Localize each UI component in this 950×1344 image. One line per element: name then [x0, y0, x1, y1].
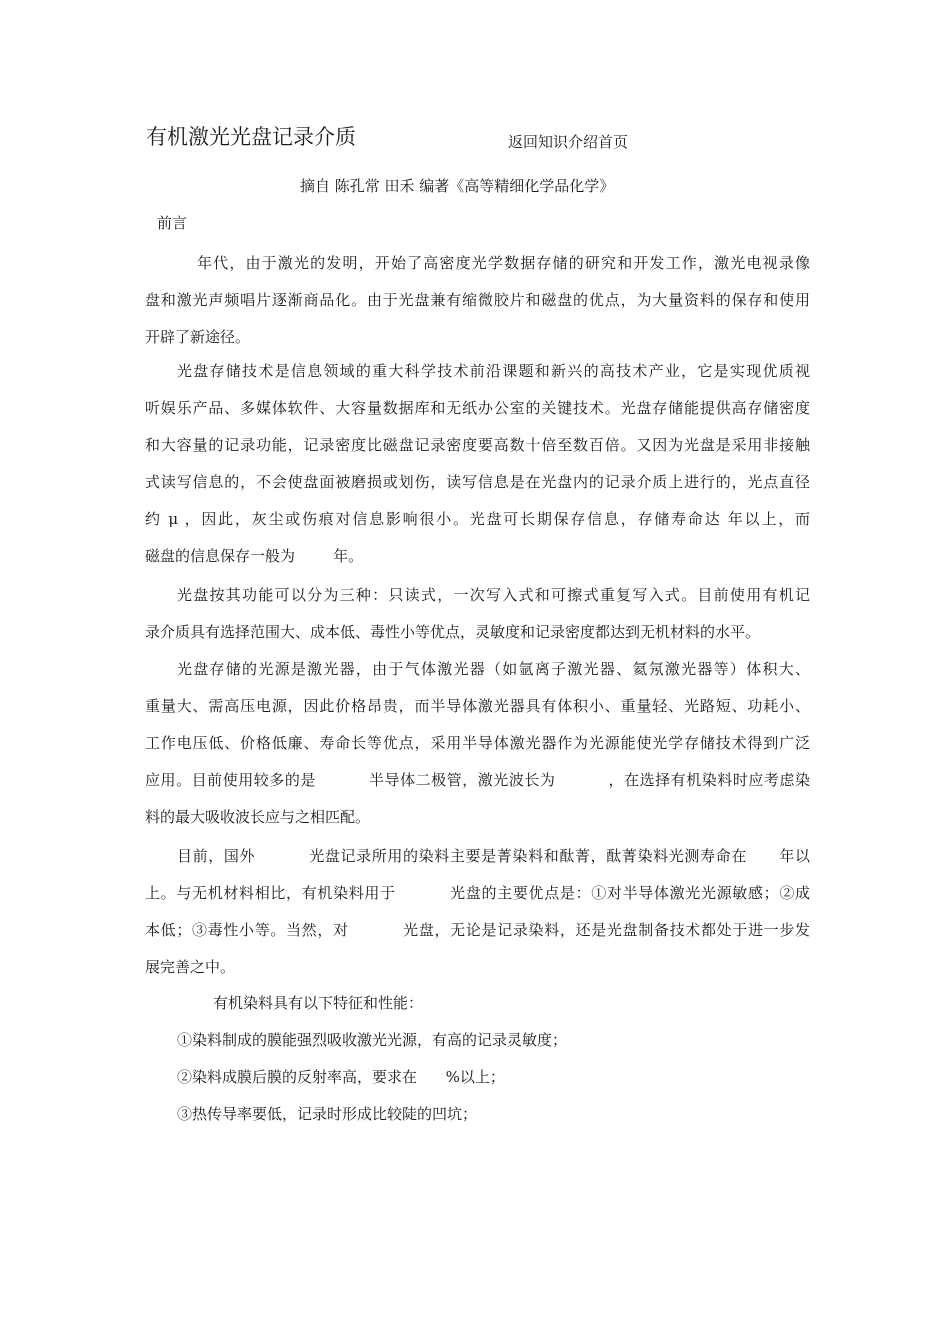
- list-item: ②染料成膜后膜的反射率高，要求在 %以上；: [177, 1068, 505, 1086]
- paragraph-line: 应用。目前使用较多的是 半导体二极管，激光波长为 ，在选择有机染料时应考虑染: [145, 771, 810, 789]
- features-intro: [145, 985, 810, 1022]
- back-to-home-link[interactable]: 返回知识介绍首页: [508, 133, 629, 151]
- paragraph-line: 重量大、需高压电源，因此价格昂贵，而半导体激光器具有体积小、重量轻、光路短、功耗小、: [145, 697, 810, 715]
- paragraph-line: 录介质具有选择范围大、成本低、毒性小等优点，灵敏度和记录密度都达到无机材料的水平。: [145, 623, 761, 641]
- feature-item-2: [145, 1059, 810, 1096]
- paragraph-line: 听娱乐产品、多媒体软件、大容量数据库和无纸办公室的关键技术。光盘存储能提供高存储密度: [145, 399, 810, 417]
- paragraph-2: [145, 353, 810, 575]
- paragraph-line: 磁盘的信息保存一般为 年。: [145, 547, 364, 565]
- paragraph-line: 目前，国外 光盘记录所用的染料主要是菁染料和酞菁，酞菁染料光测寿命在 年以: [177, 847, 810, 865]
- paragraph-line: 上。与无机材料相比，有机染料用于 光盘的主要优点是：①对半导体激光光源敏感；②成: [145, 884, 810, 902]
- paragraph-line: 有机染料具有以下特征和性能：: [213, 994, 424, 1012]
- paragraph-line: 展完善之中。: [145, 958, 236, 976]
- paragraph-line: 工作电压低、价格低廉、寿命长等优点，采用半导体激光器作为光源能使光学存储技术得到广泛: [145, 734, 810, 752]
- paragraph-line: 本低；③毒性小等。当然，对 光盘，无论是记录染料，还是光盘制备技术都处于进一步发: [145, 921, 810, 939]
- paragraph-line: 约 μ ，因此，灰尘或伤痕对信息影响很小。光盘可长期保存信息，存储寿命达 年以上，而: [145, 510, 810, 528]
- paragraph-line: 开辟了新途径。: [145, 328, 251, 346]
- section-heading-preface: 前言: [157, 214, 188, 232]
- paragraph-line: 料的最大吸收波长应与之相匹配。: [145, 808, 371, 826]
- feature-item-1: [145, 1022, 810, 1059]
- paragraph-line: 年代，由于激光的发明，开始了高密度光学数据存储的研究和开发工作，激光电视录像: [197, 254, 810, 272]
- paragraph-4: [145, 651, 810, 836]
- paragraph-line: 和大容量的记录功能，记录密度比磁盘记录密度要高数十倍至数百倍。又因为光盘是采用非接触: [145, 436, 810, 454]
- paragraph-line: 光盘存储技术是信息领域的重大科学技术前沿课题和新兴的高技术产业，它是实现优质视: [177, 362, 810, 380]
- paragraph-3: [145, 577, 810, 651]
- document-title: 有机激光光盘记录介质: [146, 125, 356, 149]
- paragraph-line: 光盘存储的光源是激光器，由于气体激光器（如氩离子激光器、氦氖激光器等）体积大、: [177, 660, 810, 678]
- paragraph-line: 式读写信息的，不会使盘面被磨损或划伤，读写信息是在光盘内的记录介质上进行的，光点直径: [145, 473, 810, 491]
- list-item: ①染料制成的膜能强烈吸收激光光源，有高的记录灵敏度；: [177, 1031, 568, 1049]
- paragraph-line: 盘和激光声频唱片逐渐商品化。由于光盘兼有缩微胶片和磁盘的优点，为大量资料的保存和使用: [145, 291, 810, 309]
- feature-item-3: [145, 1096, 810, 1133]
- paragraph-line: 光盘按其功能可以分为三种：只读式，一次写入式和可擦式重复写入式。目前使用有机记: [177, 586, 810, 604]
- source-citation: 摘自 陈孔常 田禾 编著《高等精细化学品化学》: [300, 177, 615, 195]
- paragraph-1: [145, 245, 810, 356]
- paragraph-5: [145, 838, 810, 986]
- list-item: ③热传导率要低，记录时形成比较陡的凹坑；: [177, 1105, 478, 1123]
